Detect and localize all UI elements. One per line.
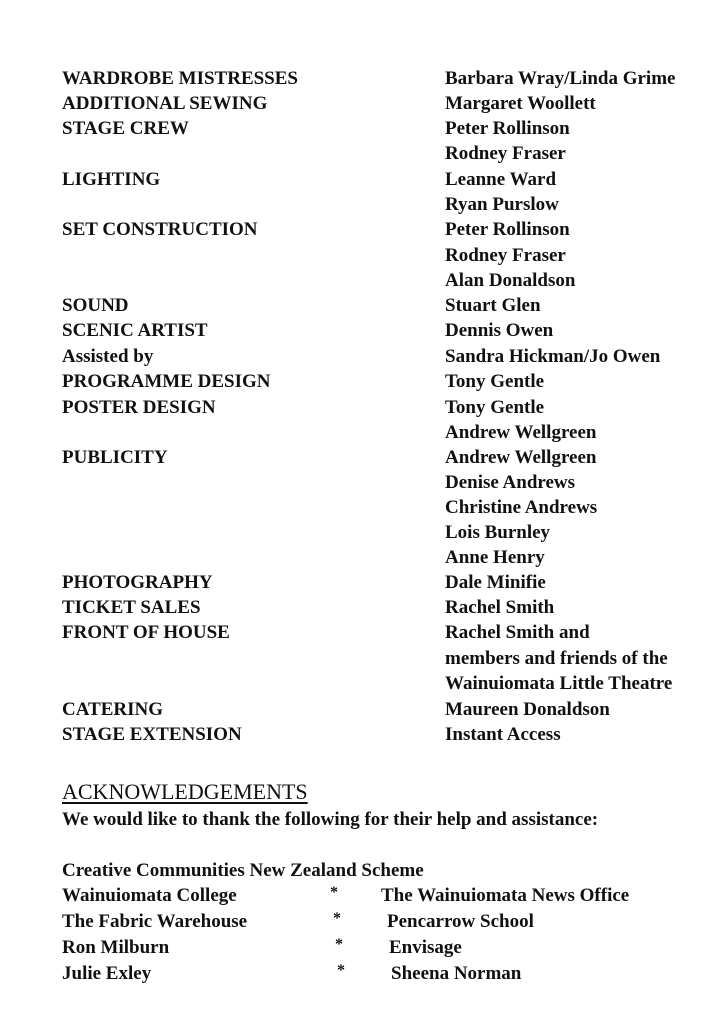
credit-role: LIGHTING xyxy=(62,169,161,190)
credit-name: members and friends of the xyxy=(445,648,668,669)
separator-asterisk: * xyxy=(337,962,345,979)
credit-role: CATERING xyxy=(62,699,163,720)
credit-name: Tony Gentle xyxy=(445,397,545,418)
credit-name: Rachel Smith xyxy=(445,597,555,618)
credit-name: Instant Access xyxy=(445,724,561,745)
thanks-right: Envisage xyxy=(389,937,462,958)
thanks-left: The Fabric Warehouse xyxy=(62,911,248,932)
thanks-left: Ron Milburn xyxy=(62,937,170,958)
credit-name: Leanne Ward xyxy=(445,169,557,190)
credit-role: PHOTOGRAPHY xyxy=(62,572,213,593)
thanks-right: Pencarrow School xyxy=(387,911,534,932)
thanks-right: The Wainuiomata News Office xyxy=(381,885,630,906)
credit-name: Alan Donaldson xyxy=(445,270,576,291)
credit-role: WARDROBE MISTRESSES xyxy=(62,68,298,89)
credit-name: Denise Andrews xyxy=(445,472,576,493)
credit-name: Anne Henry xyxy=(445,547,545,568)
credit-role: TICKET SALES xyxy=(62,597,201,618)
credit-name: Peter Rollinson xyxy=(445,118,570,139)
separator-asterisk: * xyxy=(333,910,341,927)
credit-name: Rachel Smith and xyxy=(445,622,590,643)
acknowledgements-heading: ACKNOWLEDGEMENTS xyxy=(62,779,308,804)
credit-name: Lois Burnley xyxy=(445,522,551,543)
credit-role: FRONT OF HOUSE xyxy=(62,622,230,643)
credit-name: Maureen Donaldson xyxy=(445,699,610,720)
credit-name: Dennis Owen xyxy=(445,320,554,341)
main-sponsor: Creative Communities New Zealand Scheme xyxy=(62,860,424,881)
credit-name: Barbara Wray/Linda Grime xyxy=(445,68,676,89)
acknowledgements-intro: We would like to thank the following for their help and assistance: xyxy=(62,809,599,830)
credit-name: Stuart Glen xyxy=(445,295,541,316)
credit-role: STAGE CREW xyxy=(62,118,189,139)
credit-role: SOUND xyxy=(62,295,129,316)
thanks-right: Sheena Norman xyxy=(391,963,522,984)
credit-role: SET CONSTRUCTION xyxy=(62,219,258,240)
thanks-left: Julie Exley xyxy=(62,963,152,984)
credit-name: Peter Rollinson xyxy=(445,219,570,240)
credit-name: Sandra Hickman/Jo Owen xyxy=(445,346,661,367)
credit-name: Ryan Purslow xyxy=(445,194,559,215)
credit-role: PROGRAMME DESIGN xyxy=(62,371,271,392)
credit-name: Margaret Woollett xyxy=(445,93,596,114)
credit-name: Tony Gentle xyxy=(445,371,545,392)
thanks-left: Wainuiomata College xyxy=(62,885,237,906)
credit-role: PUBLICITY xyxy=(62,447,168,468)
credit-role: Assisted by xyxy=(62,346,154,367)
separator-asterisk: * xyxy=(330,884,338,901)
credit-name: Christine Andrews xyxy=(445,497,598,518)
credit-role: ADDITIONAL SEWING xyxy=(62,93,268,114)
separator-asterisk: * xyxy=(335,936,343,953)
credit-name: Wainuiomata Little Theatre xyxy=(445,673,673,694)
credit-name: Rodney Fraser xyxy=(445,143,566,164)
credit-name: Dale Minifie xyxy=(445,572,546,593)
credit-role: STAGE EXTENSION xyxy=(62,724,242,745)
credit-name: Rodney Fraser xyxy=(445,245,566,266)
credit-name: Andrew Wellgreen xyxy=(445,422,597,443)
credit-role: SCENIC ARTIST xyxy=(62,320,208,341)
credit-role: POSTER DESIGN xyxy=(62,397,216,418)
credit-name: Andrew Wellgreen xyxy=(445,447,597,468)
